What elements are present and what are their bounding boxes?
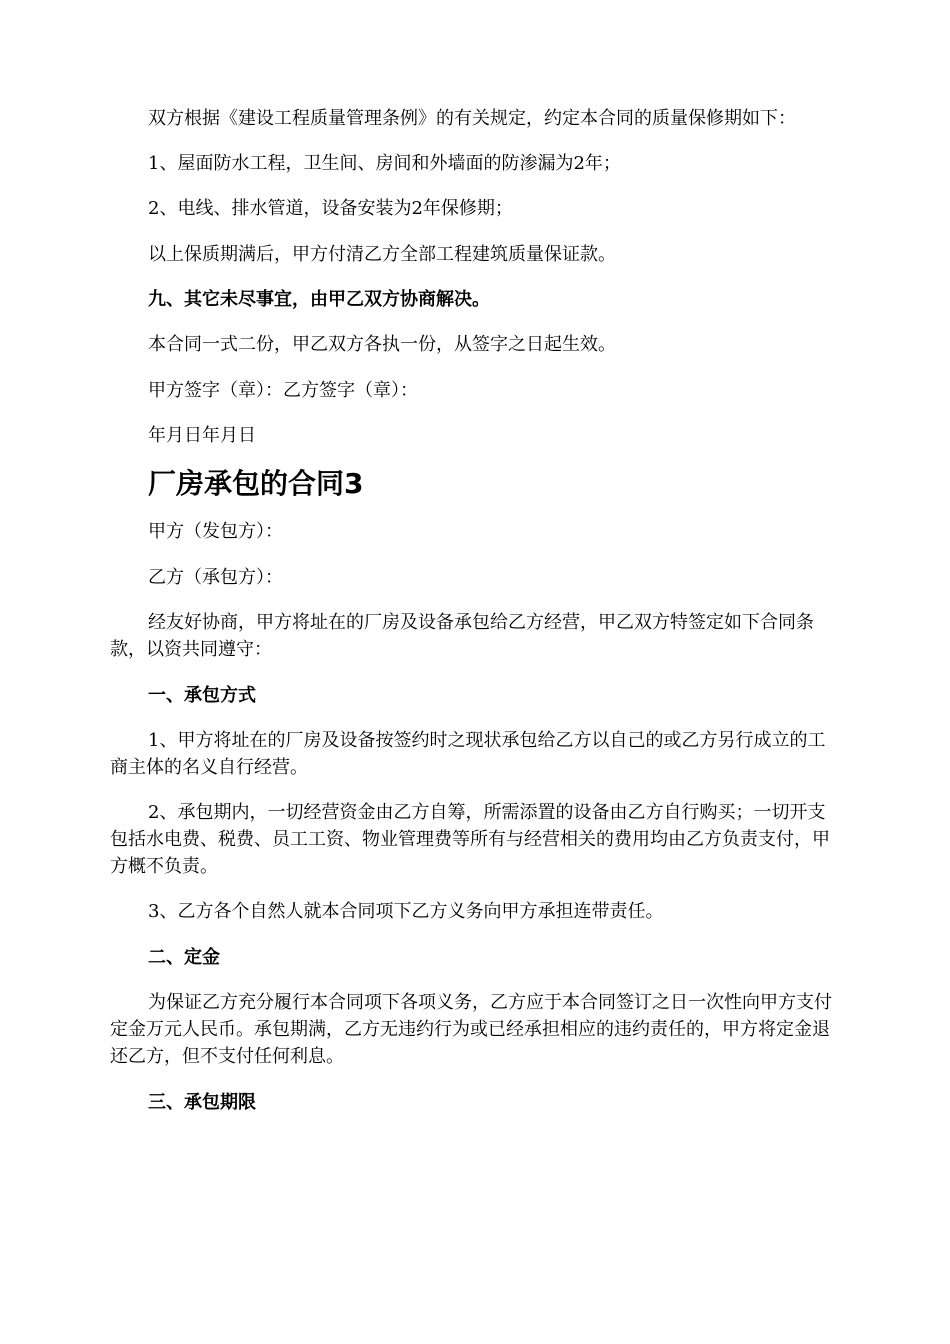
paragraph-item-1: 1、屋面防水工程，卫生间、房间和外墙面的防渗漏为2年； [148, 153, 621, 174]
section-heading-2: 二、定金 [148, 947, 220, 968]
section-heading-3: 三、承包期限 [148, 1092, 256, 1113]
paragraph-clause-1-1: 1、甲方将址在的厂房及设备按签约时之现状承包给乙方以自己的或乙方另行成立的工商主体的名义自行经营。 [110, 730, 826, 778]
paragraph-clause-1-2: 2、承包期内，一切经营资金由乙方自筹，所需添置的设备由乙方自行购买；一切开支包括水电费、税费、员工工资、物业管理费等所有与经营相关的费用均由乙方负责支付，甲方概不负责。 [110, 802, 830, 877]
date-line: 年月日年月日 [148, 425, 256, 446]
section-heading-9: 九、其它未尽事宜，由甲乙双方协商解决。 [148, 289, 490, 310]
party-b-line: 乙方（承包方）： [148, 567, 283, 588]
paragraph-deposit: 为保证乙方充分履行本合同项下各项义务，乙方应于本合同签订之日一次性向甲方支付定金万元人民币。承包期满，乙方无违约行为或已经承担相应的违约责任的，甲方将定金退还乙方，但不支付任何利息。 [110, 992, 832, 1067]
signature-line: 甲方签字（章）：乙方签字（章）： [148, 380, 418, 401]
paragraph-item-2: 2、电线、排水管道，设备安装为2年保修期； [148, 198, 513, 219]
paragraph-preamble: 经友好协商，甲方将址在的厂房及设备承包给乙方经营，甲乙双方特签定如下合同条款，以资共同遵守： [110, 612, 814, 660]
contract-title: 厂房承包的合同3 [148, 467, 364, 500]
section-heading-1: 一、承包方式 [148, 685, 256, 706]
paragraph-warranty-payment: 以上保质期满后，甲方付清乙方全部工程建筑质量保证款。 [148, 244, 616, 265]
document-page [110, 105, 842, 1116]
party-a-line: 甲方（发包方）： [148, 521, 283, 542]
paragraph-copies: 本合同一式二份，甲乙双方各执一份，从签字之日起生效。 [148, 334, 616, 355]
paragraph-warranty-intro: 双方根据《建设工程质量管理条例》的有关规定，约定本合同的质量保修期如下： [148, 108, 796, 129]
paragraph-clause-1-3: 3、乙方各个自然人就本合同项下乙方义务向甲方承担连带责任。 [148, 901, 664, 922]
